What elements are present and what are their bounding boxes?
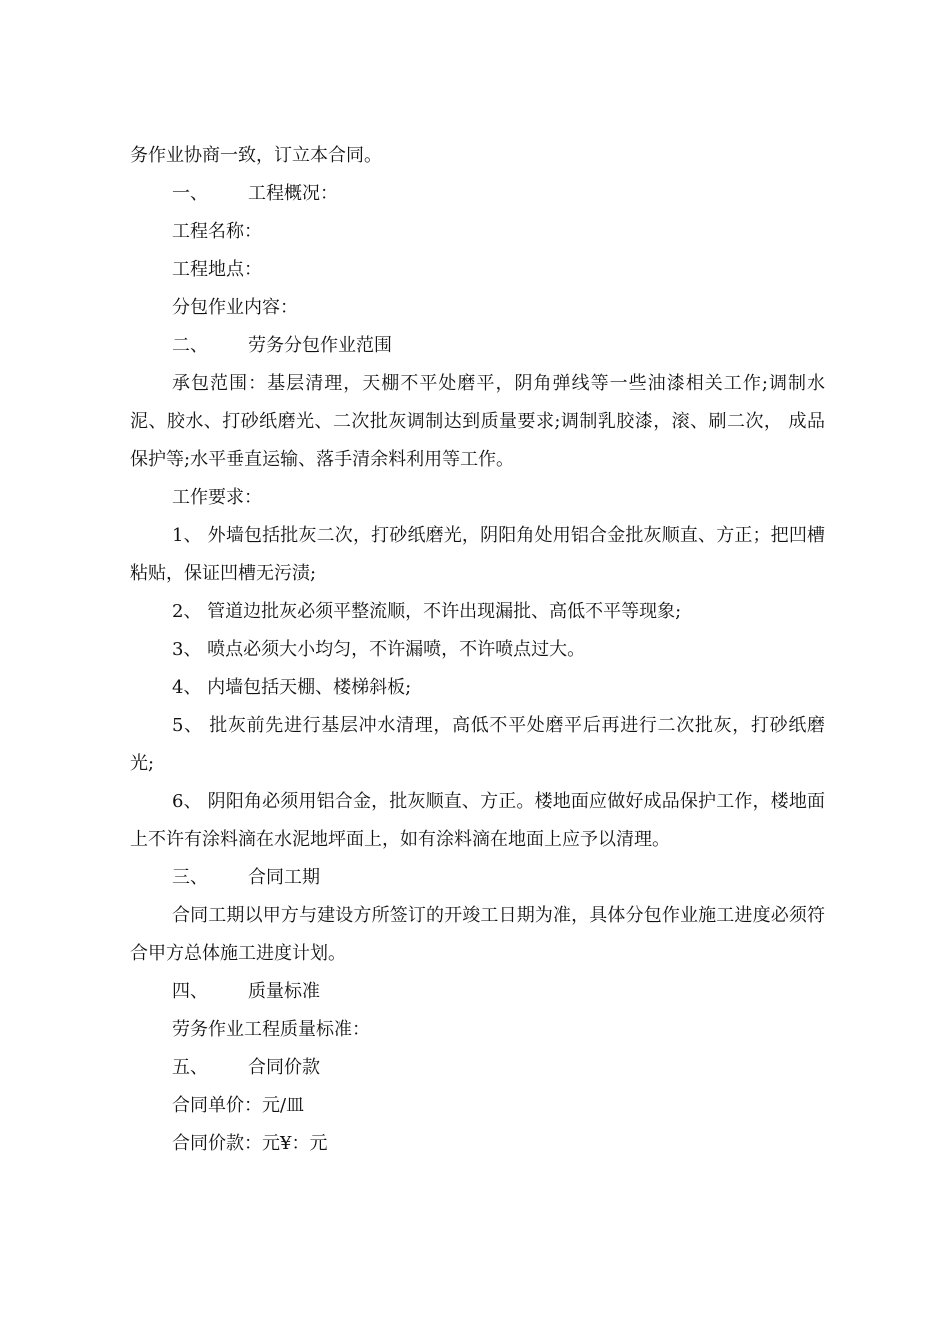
section-number: 四、: [172, 981, 208, 1002]
schedule-paragraph: 合同工期以甲方与建设方所签订的开竣工日期为准，具体分包作业施工进度必须符合甲方总体施工进度计划。: [130, 905, 825, 964]
requirement-item: 1、 外墙包括批灰二次，打砂纸磨光，阴阳角处用铝合金批灰顺直、方正；把凹槽粘贴，保证凹槽无污渍;: [130, 525, 825, 584]
section-title: 劳务分包作业范围: [248, 335, 392, 356]
section-heading-5: [130, 1049, 825, 1087]
field-project-location: 工程地点：: [172, 259, 262, 280]
field-project-name: 工程名称：: [172, 221, 262, 242]
section-heading-3: [130, 859, 825, 897]
section-number: 一、: [172, 183, 208, 204]
requirement-item: 5、 批灰前先进行基层冲水清理，高低不平处磨平后再进行二次批灰，打砂纸磨光;: [130, 715, 825, 774]
section-heading-1: [130, 175, 825, 213]
quality-paragraph: 劳务作业工程质量标准：: [172, 1019, 370, 1040]
section-number: 二、: [172, 335, 208, 356]
section-title: 质量标准: [248, 981, 320, 1002]
section-number: 五、: [172, 1057, 208, 1078]
requirement-item: 2、 管道边批灰必须平整流顺，不许出现漏批、高低不平等现象;: [172, 601, 682, 622]
requirement-item: 3、 喷点必须大小均匀，不许漏喷，不许喷点过大。: [172, 639, 586, 660]
document-body: [130, 137, 825, 1163]
requirement-item: 6、 阴阳角必须用铝合金，批灰顺直、方正。楼地面应做好成品保护工作，楼地面上不许有涂料滴在水泥地坪面上，如有涂料滴在地面上应予以清理。: [130, 791, 825, 850]
requirement-item: 4、 内墙包括天棚、楼梯斜板;: [172, 677, 412, 698]
requirements-label: 工作要求：: [172, 487, 262, 508]
scope-paragraph: 承包范围：基层清理，天棚不平处磨平，阴角弹线等一些油漆相关工作;调制水泥、胶水、打砂纸磨光、二次批灰调制达到质量要求;调制乳胶漆，滚、刷二次， 成品保护等;水平垂直运输、落手清余料利用等工作。: [130, 373, 825, 470]
unit-price-line: 合同单价：元/皿: [172, 1095, 305, 1116]
section-title: 工程概况：: [248, 183, 338, 204]
intro-tail: 务作业协商一致，订立本合同。: [130, 145, 382, 166]
section-title: 合同价款: [248, 1057, 320, 1078]
section-title: 合同工期: [248, 867, 320, 888]
section-heading-2: [130, 327, 825, 365]
total-price-line: 合同价款：元¥：元: [172, 1133, 328, 1154]
section-number: 三、: [172, 867, 208, 888]
section-heading-4: [130, 973, 825, 1011]
field-subcontract-content: 分包作业内容：: [172, 297, 298, 318]
